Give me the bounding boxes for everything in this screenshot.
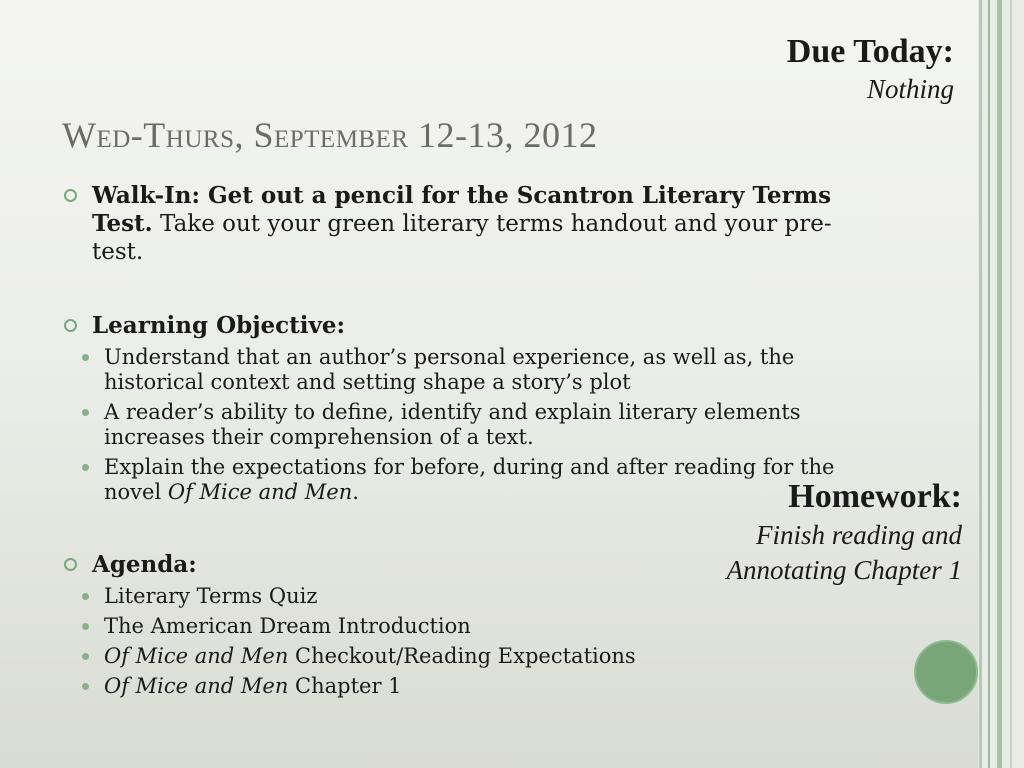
agenda-text: Chapter 1 [288,674,402,698]
walk-in-text: Take out your green literary terms handout and your pre-test. [92,211,832,265]
due-today-title: Due Today: [786,33,954,70]
novel-title: Of Mice and Men [167,480,353,504]
walk-in-item [64,182,864,266]
due-today-box [787,32,954,106]
objective-text: Understand that an author’s personal experience, as well as, the historical context and setting shape a story’s plot [104,345,795,394]
objective-subitem [36,345,864,395]
agenda-subitem [36,674,864,699]
dot-bullet-icon [82,683,89,690]
homework-line: Annotating Chapter 1 [726,555,962,585]
learning-objective-heading: Learning Objective: [92,312,346,339]
dot-bullet-icon [82,354,89,361]
slide-body [64,182,864,699]
walk-in-bold-text: Walk-In: Get out a pencil for the Scantron Literary Terms Test. [92,182,832,237]
agenda-subitem [36,644,864,669]
dot-bullet-icon [82,409,89,416]
novel-title: Of Mice and Men [104,644,289,668]
objective-subitem [36,400,864,450]
border-line [1010,0,1012,768]
homework-box [727,476,963,588]
agenda-heading: Agenda: [92,551,197,578]
circle-bullet-icon [64,558,77,571]
objective-text-end: . [352,480,359,504]
decorative-circle [914,640,978,704]
homework-line: Finish reading and [756,520,962,550]
dot-bullet-icon [82,623,89,630]
border-line [979,0,982,768]
learning-objective-item [64,312,864,340]
circle-bullet-icon [64,319,77,332]
due-today-value: Nothing [866,74,954,104]
dot-bullet-icon [82,593,89,600]
objective-text: Explain the expectations for before, during and after reading for the novel [104,455,835,504]
agenda-text: The American Dream Introduction [104,614,471,638]
dot-bullet-icon [82,653,89,660]
agenda-text: Literary Terms Quiz [104,584,318,608]
objective-text: A reader’s ability to define, identify and explain literary elements increases their comprehension of a text. [104,400,801,449]
novel-title: Of Mice and Men [104,674,289,698]
homework-title: Homework: [788,478,962,515]
slide-title: Wed-Thurs, September 12-13, 2012 [62,115,598,155]
dot-bullet-icon [82,464,89,471]
circle-bullet-icon [64,189,77,202]
agenda-text: Checkout/Reading Expectations [288,644,636,668]
border-line [988,0,990,768]
agenda-subitem [36,614,864,639]
border-line [997,0,1002,768]
